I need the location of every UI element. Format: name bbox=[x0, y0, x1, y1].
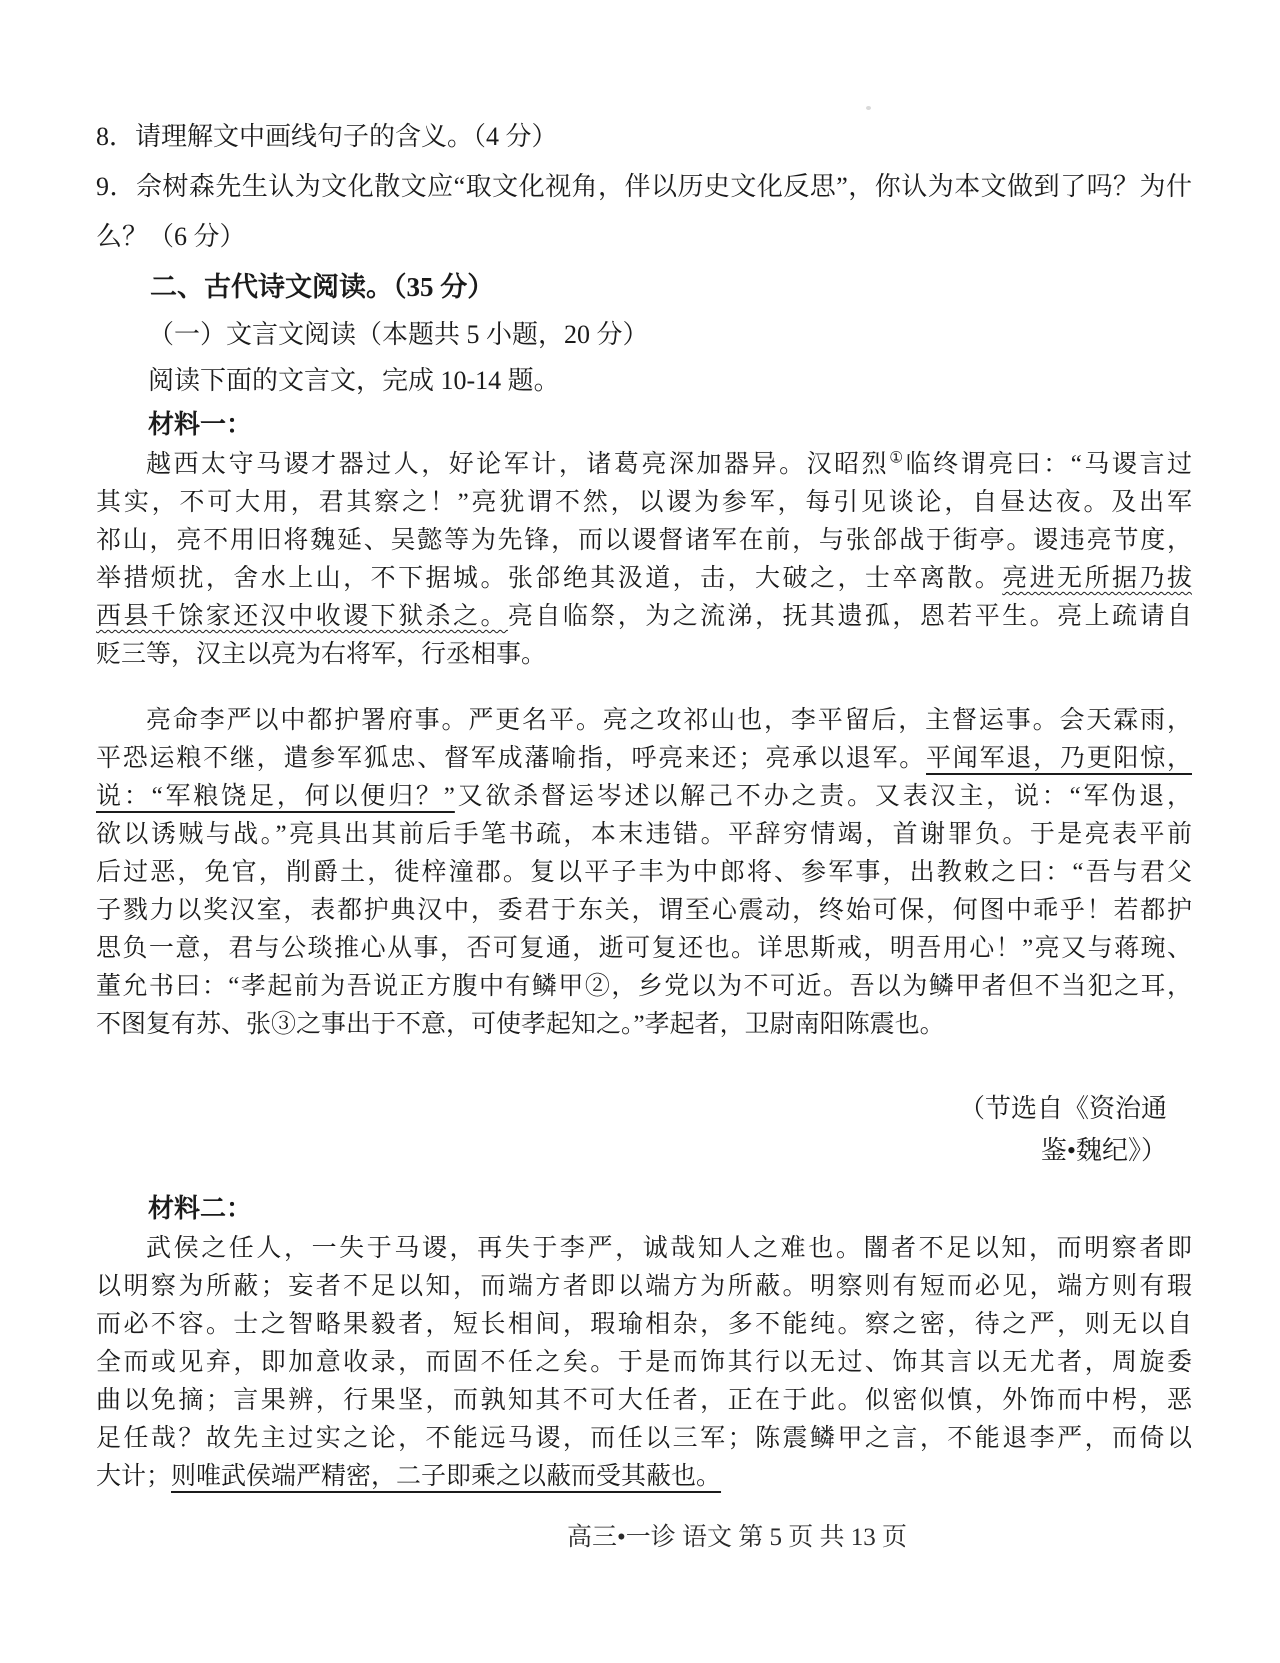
page-content bbox=[96, 112, 1192, 1558]
text-line: 武侯之任人，一失于马谡，再失于李严，诚哉知人之难也。闇者不足以知，而明察者即 bbox=[146, 1235, 1192, 1262]
text-line: 子戮力以奖汉室，表都护典汉中，委君于东关，谓至心震动，终始可保，何图中乖乎！若都护 bbox=[96, 897, 1192, 924]
scan-artifact-dot bbox=[866, 106, 871, 110]
subsection-heading: （一）文言文阅读（本题共 5 小题，20 分） bbox=[148, 320, 649, 349]
text-line: 么？（6 分） bbox=[96, 222, 246, 251]
text-line: 贬三等，汉主以亮为右将军，行丞相事。 bbox=[96, 641, 547, 668]
text-line: 其实，不可大用，君其察 •之！”亮犹谓不然，以谡为参军，每引见谈论，自昼达夜。及出军 bbox=[96, 484, 1192, 522]
source-citation bbox=[96, 1088, 1192, 1172]
text-line: 不图 •复有苏、张③之事出于不意，可使孝起知之。”孝起者，卫尉南阳陈震也。 bbox=[96, 1006, 1192, 1044]
material-one-paragraph-1 bbox=[96, 446, 1192, 674]
question-8 bbox=[96, 112, 1192, 162]
text-line: 董允书曰：“孝起前为吾说正方腹中有鳞甲②，乡党以为不可近。吾以为鳞甲者但不当犯之耳， bbox=[96, 973, 1192, 1000]
text-line: 鉴•魏纪》） bbox=[1040, 1136, 1167, 1165]
material-two-label: 材料二： bbox=[148, 1194, 253, 1223]
page-footer: 高三•一诊 语文 第 5 页 共 13 页 bbox=[566, 1524, 907, 1551]
text-line: 8．请理解文中画线句子的含义。（4 分） bbox=[96, 122, 558, 151]
material-one-paragraph-2 bbox=[96, 702, 1192, 1044]
text-line: 足任哉？故先主过实之论，不能远马谡，而任以三军；陈震鳞甲之言，不能退李严，而倚以 bbox=[96, 1425, 1192, 1452]
text-line: 欲以诱贼与战。”亮具出其前后手笔书疏，本末违错。平辞穷情竭，首谢罪负。于是亮表平前 bbox=[96, 821, 1192, 848]
material-two-paragraph bbox=[96, 1230, 1192, 1496]
text-line: 9．佘树森先生认为文化散文应“取文化视角，伴以历史文化反思”，你认为本文做到了吗？为什 bbox=[96, 172, 1192, 201]
text-line: 亮命李严以中都护署府事。严更名平。亮之攻祁山也，李平留后，主督运事。会天霖雨， bbox=[146, 707, 1192, 734]
text-line: 后过恶，免官，削爵土，徙梓潼郡。复以平子丰为中郎将、参军事，出教敕之曰：“吾与君父 bbox=[96, 859, 1192, 886]
text-line: 以明察为所蔽；妄者不足以知，而端方者即以端方为所蔽。明察则有短而必见，端方则有瑕 bbox=[96, 1273, 1192, 1300]
text-line: （节选自《资治通 bbox=[958, 1094, 1167, 1123]
text-line: 全而或见 •弃，即加意收录，而固不任之矣。于是而饰其行以无过、饰其言以无尤者，周旋委 bbox=[96, 1344, 1192, 1382]
text-line: 祁山，亮不用旧将魏延、吴懿等为先锋，而以谡督诸军在前，与张郃战于街亭。谡违亮节度， bbox=[96, 527, 1192, 554]
text-line: 而必不容。士之智略果毅者，短长相间，瑕瑜相杂，多不能纯。察之密，待之严，则无以自 bbox=[96, 1311, 1192, 1338]
text-line: 举措烦扰，舍水上山，不下据城。张郃绝其汲道，击，大破之，士卒离散。亮进无所据乃拔 bbox=[96, 565, 1192, 592]
text-line: 平恐运粮不继，遣参军狐忠、督军成藩喻指，呼亮来还；亮承以退军。平闻军退，乃更阳惊， bbox=[96, 745, 1192, 772]
material-one-label: 材料一： bbox=[148, 410, 253, 439]
text-line: 曲以免摘；言果辨，行果坚，而孰知其不可大任者，正在于此。似密似慎，外饰而中枵，恶 bbox=[96, 1387, 1192, 1414]
text-line: 西县千馀家还汉中收谡下狱杀之。亮自临祭，为之流涕，抚其遗孤，恩若平生。亮上疏请自 bbox=[96, 603, 1192, 630]
text-line: 大计；则唯武侯端严精密，二子即乘之以蔽而受其蔽也。 bbox=[96, 1463, 722, 1490]
text-line: 说：“军粮饶足，何以便归？”又欲杀督运岑述以解己不办之责。又表汉主，说：“军伪退， bbox=[96, 783, 1192, 810]
text-line: 思负一意，君与公琰推心从事，否可复通，逝可复还也。详思斯戒，明吾用心！”亮又与蒋琬、 bbox=[96, 935, 1192, 962]
text-line: 越西太守马谡才器过人，好论军计，诸葛亮深加器异。汉昭烈①临终谓亮曰：“马谡言过 bbox=[146, 449, 1192, 478]
question-9 bbox=[96, 162, 1192, 262]
reading-instruction: 阅读下面的文言文，完成 10-14 题。 bbox=[148, 366, 560, 395]
section-heading: 二、古代诗文阅读。（35 分） bbox=[150, 272, 495, 302]
